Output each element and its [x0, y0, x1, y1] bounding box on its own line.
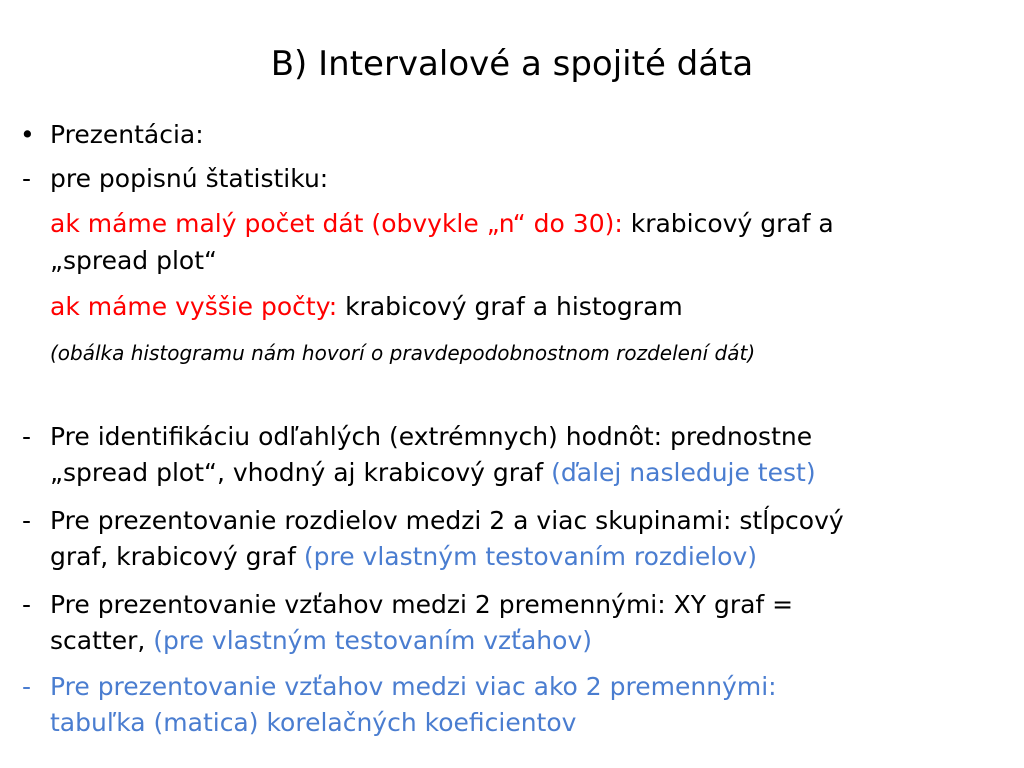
large-sample-condition: ak máme vyššie počty: [50, 292, 338, 321]
relations-graph: scatter, [50, 626, 154, 655]
dash-marker: - [22, 672, 32, 701]
outliers-test-note: (ďalej nasleduje test) [551, 458, 816, 487]
outliers-line-2 [50, 456, 816, 490]
outliers-line-1: Pre identifikáciu odľahlých (extrémnych) hodnôt: prednostne [50, 422, 813, 451]
small-sample-line [50, 207, 834, 241]
dash-marker: - [22, 164, 32, 193]
outliers-graphs: „spread plot“, vhodný aj krabicový graf [50, 458, 552, 487]
differences-line-1: Pre prezentovanie rozdielov medzi 2 a viac skupinami: stĺpcový [50, 506, 844, 535]
slide-title: B) Intervalové a spojité dáta [270, 44, 754, 84]
small-sample-graphs: krabicový graf a [622, 209, 834, 238]
dash-marker: - [22, 422, 32, 451]
multi-relations-line-1: Pre prezentovanie vzťahov medzi viac ako 2 premennými: [50, 672, 777, 701]
large-sample-line [50, 290, 683, 324]
large-sample-graphs: krabicový graf a histogram [337, 292, 683, 321]
dash-marker: - [22, 590, 32, 619]
multi-relations-line-2: tabuľka (matica) korelačných koeficientov [50, 708, 577, 737]
bullet-marker: • [20, 120, 35, 149]
differences-test-note: (pre vlastným testovaním rozdielov) [303, 542, 758, 571]
spread-plot-text: „spread plot“ [50, 246, 217, 275]
histogram-note: (obálka histogramu nám hovorí o pravdepodobnostnom rozdelení dát) [50, 341, 756, 365]
differences-line-2 [50, 540, 757, 574]
relations-test-note: (pre vlastným testovaním vzťahov) [153, 626, 592, 655]
dash-marker: - [22, 506, 32, 535]
descriptive-stats-heading: pre popisnú štatistiku: [50, 164, 329, 193]
differences-graphs: graf, krabicový graf [50, 542, 304, 571]
bullet-presentation: Prezentácia: [50, 120, 204, 149]
relations-line-1: Pre prezentovanie vzťahov medzi 2 premennými: XY graf = [50, 590, 794, 619]
relations-line-2 [50, 624, 592, 658]
small-sample-condition: ak máme malý počet dát (obvykle „n“ do 30): [50, 209, 623, 238]
